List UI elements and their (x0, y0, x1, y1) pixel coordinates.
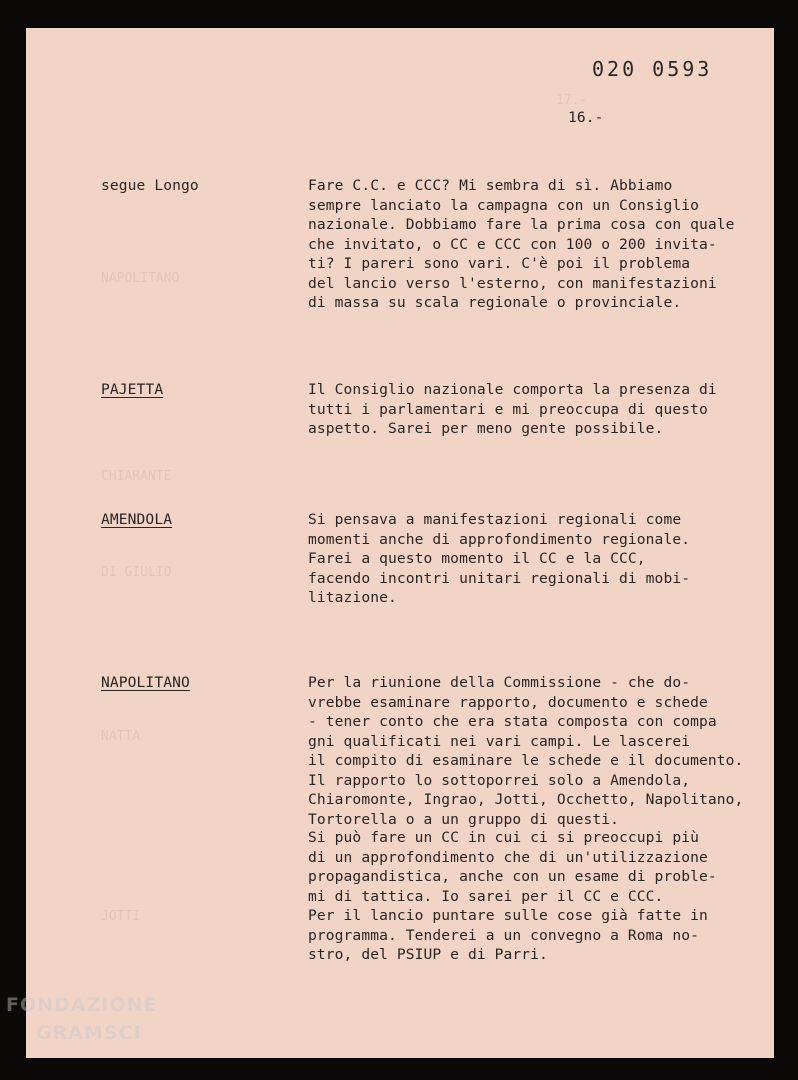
speaker-label: segue Longo (101, 177, 199, 194)
speaker-label: PAJETTA (101, 381, 164, 398)
speech-paragraph: Il Consiglio nazionale comporta la presenza di tutti i parlamentari e mi preoccupa di questo aspetto. Sarei per meno gente possibile. (308, 381, 717, 437)
document-page (26, 28, 774, 1058)
speaker-label: NAPOLITANO (101, 674, 190, 691)
watermark-line: GRAMSCI (36, 1022, 142, 1044)
watermark-line: FONDAZIONE (6, 994, 158, 1016)
bleed-through-text: 17.- (556, 93, 588, 108)
speech-paragraph: Si pensava a manifestazioni regionali come momenti anche di approfondimento regionale. Farei a questo momento il CC e la CCC, facendo incontri unitari regionali di mobi- litazione. (308, 511, 691, 606)
speech-paragraph: Si può fare un CC in cui ci si preoccupi più di un approfondimento che di un'utilizzazione propagandistica, anche con un esame di proble- mi di tattica. Io sarei per il CC e CCC. Per il lancio puntare sulle cose già fatte in programma. Tenderei a un convegno a Roma no- stro, del PSIUP e di Parri. (308, 829, 717, 963)
speech-paragraph: Fare C.C. e CCC? Mi sembra di sì. Abbiamo sempre lanciato la campagna con un Consiglio nazionale. Dobbiamo fare la prima cosa con quale che invitato, o CC e CCC con 100 o 200 invita- ti? I pareri sono vari. C'è poi il problema del lancio verso l'esterno, con manifestazioni di massa su scala regionale o provinciale. (308, 177, 735, 311)
bleed-through-text: DI GIULIO (101, 565, 172, 580)
bleed-through-text: NATTA (101, 729, 141, 744)
speech-paragraph: Per la riunione della Commissione - che do- vrebbe esaminare rapporto, documento e schede - tener conto che era stata composta con compa gni qualificati nei vari campi. Le lascerei il compito di esaminare le schede e il documento. Il rapporto lo sottoporrei solo a Amendola, Chiaromonte, Ingrao, Jotti, Occhetto, Napolitano, Tortorella o a un gruppo di questi. (308, 674, 744, 828)
bleed-through-text: CHIARANTE (101, 469, 172, 484)
fondazione-gramsci-watermark (6, 994, 157, 1044)
bleed-through-text: JOTTI (101, 909, 141, 924)
bleed-through-text: NAPOLITANO (101, 271, 180, 286)
archive-number: 020 0593 (592, 57, 713, 81)
page-number: 16.- (568, 109, 604, 126)
speaker-label: AMENDOLA (101, 511, 173, 528)
